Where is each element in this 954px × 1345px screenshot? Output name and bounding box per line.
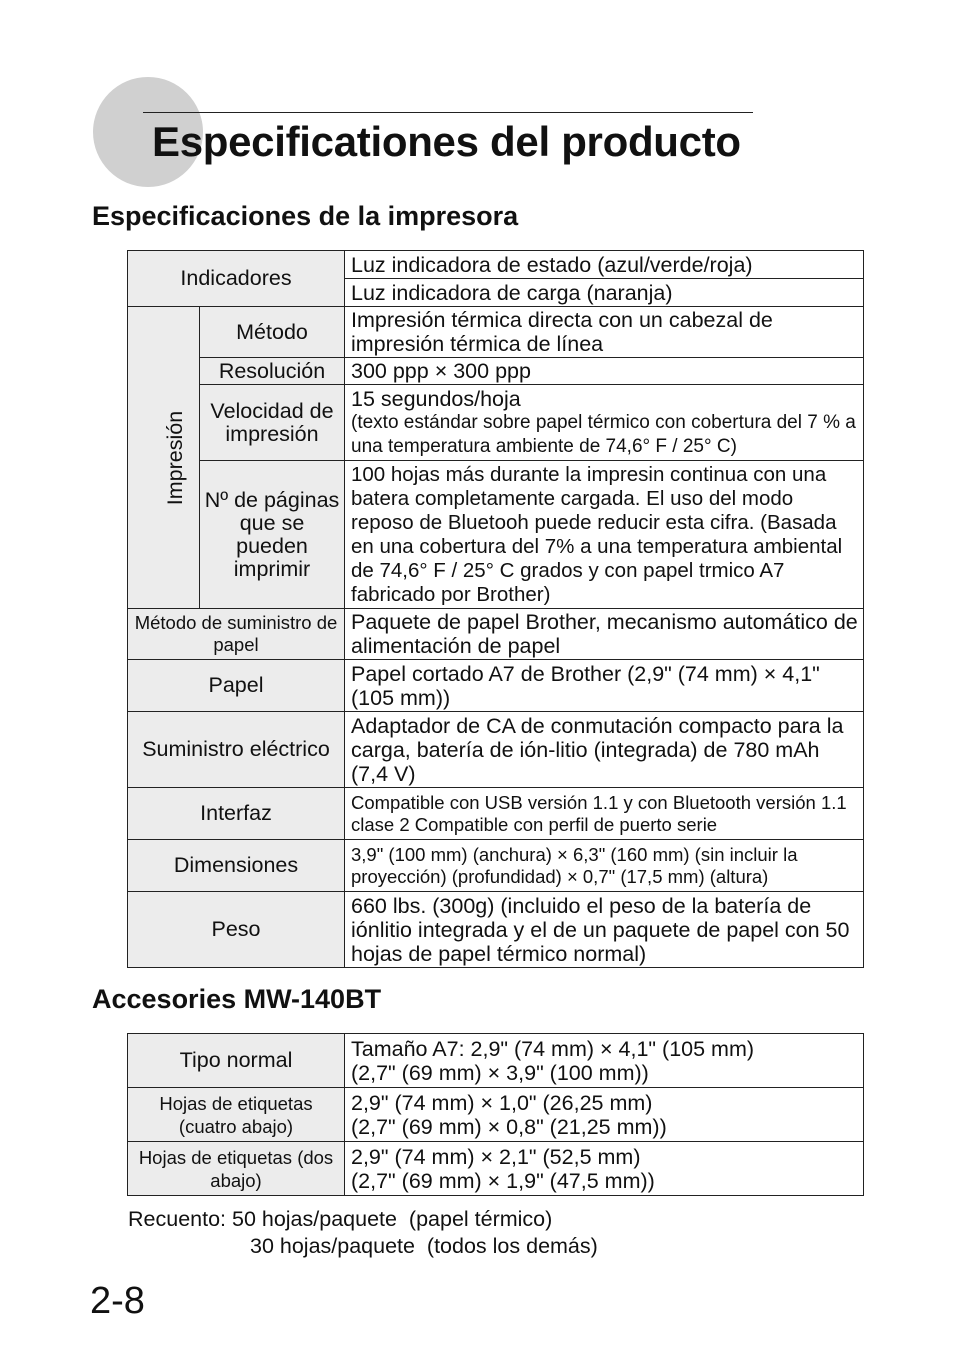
value-suministro-papel: Paquete de papel Brother, mecanismo automático de alimentación de papel bbox=[345, 609, 864, 660]
value-dimensiones: 3,9" (100 mm) (anchura) × 6,3" (160 mm) (sin incluir la proyección) (profundidad) × 0,7" (17,5 mm) (altura) bbox=[345, 840, 864, 892]
value-etiquetas-dos-line1: 2,9" (74 mm) × 2,1" (52,5 mm) bbox=[351, 1144, 641, 1169]
row-label-peso: Peso bbox=[128, 892, 345, 968]
row-label-suministro-electrico: Suministro eléctrico bbox=[128, 712, 345, 788]
value-etiquetas-dos-line2: (2,7" (69 mm) × 1,9" (47,5 mm)) bbox=[351, 1168, 655, 1193]
value-etiquetas-dos bbox=[345, 1142, 864, 1196]
group-label-impresion bbox=[128, 307, 200, 609]
row-label-etiquetas-dos: Hojas de etiquetas (dos abajo) bbox=[128, 1142, 345, 1196]
value-etiquetas-cuatro-line1: 2,9" (74 mm) × 1,0" (26,25 mm) bbox=[351, 1090, 653, 1115]
value-etiquetas-cuatro bbox=[345, 1088, 864, 1142]
row-label-tipo-normal: Tipo normal bbox=[128, 1034, 345, 1088]
value-papel: Papel cortado A7 de Brother (2,9" (74 mm) × 4,1" (105 mm)) bbox=[345, 660, 864, 712]
row-label-dimensiones: Dimensiones bbox=[128, 840, 345, 892]
row-label-indicadores: Indicadores bbox=[128, 251, 345, 307]
value-tipo-normal-line2: (2,7" (69 mm) × 3,9" (100 mm)) bbox=[351, 1060, 649, 1085]
accessories-table bbox=[127, 1033, 864, 1196]
value-interfaz: Compatible con USB versión 1.1 y con Bluetooth versión 1.1 clase 2 Compatible con perfil de puerto serie bbox=[345, 788, 864, 840]
value-velocidad bbox=[345, 385, 864, 461]
value-resolucion: 300 ppp × 300 ppp bbox=[345, 358, 864, 385]
count-note-line2: 30 hojas/paquete (todos los demás) bbox=[250, 1234, 598, 1258]
value-suministro-electrico: Adaptador de CA de conmutación compacto para la carga, batería de ión-litio (integrada) de 780 mAh (7,4 V) bbox=[345, 712, 864, 788]
group-label-impresion-text: Impresión bbox=[163, 410, 188, 505]
value-indicador-estado: Luz indicadora de estado (azul/verde/roja) bbox=[345, 251, 864, 279]
page-number: 2-8 bbox=[90, 1280, 145, 1322]
value-tipo-normal-line1: Tamaño A7: 2,9" (74 mm) × 4,1" (105 mm) bbox=[351, 1036, 755, 1061]
value-indicador-carga: Luz indicadora de carga (naranja) bbox=[345, 279, 864, 307]
printer-spec-table bbox=[127, 250, 864, 968]
row-label-velocidad: Velocidad de impresión bbox=[200, 385, 345, 461]
value-velocidad-note: (texto estándar sobre papel térmico con cobertura del 7 % a una temperatura ambiente de 74,6° F / 25° C) bbox=[351, 411, 856, 457]
value-tipo-normal bbox=[345, 1034, 864, 1088]
value-peso: 660 lbs. (300g) (incluido el peso de la batería de iónlitio integrada y el de un paquete de papel con 50 hojas de papel térmico normal) bbox=[345, 892, 864, 968]
row-label-paginas: Nº de páginas que se pueden imprimir bbox=[200, 461, 345, 609]
row-label-interfaz: Interfaz bbox=[128, 788, 345, 840]
section-heading-printer: Especificaciones de la impresora bbox=[92, 201, 519, 231]
row-label-etiquetas-cuatro: Hojas de etiquetas (cuatro abajo) bbox=[128, 1088, 345, 1142]
value-paginas: 100 hojas más durante la impresin continua con una batera completamente cargada. El uso del modo reposo de Bluetooh puede reducir esta cifra. (Basada en una cobertura del 7% a una temperatura ambiental de 74,6° F / 25° C grados y con papel trmico A7 fabricado por Brother) bbox=[345, 461, 864, 609]
value-etiquetas-cuatro-line2: (2,7" (69 mm) × 0,8" (21,25 mm)) bbox=[351, 1114, 667, 1139]
page-title: Especificationes del producto bbox=[152, 118, 741, 165]
value-metodo: Impresión térmica directa con un cabezal de impresión térmica de línea bbox=[345, 307, 864, 358]
row-label-suministro-papel: Método de suministro de papel bbox=[128, 609, 345, 660]
count-note-line1: Recuento: 50 hojas/paquete (papel térmico) bbox=[128, 1207, 553, 1231]
row-label-papel: Papel bbox=[128, 660, 345, 712]
row-label-metodo: Método bbox=[200, 307, 345, 358]
title-rule bbox=[143, 112, 753, 113]
section-heading-accessories: Accesories MW-140BT bbox=[92, 984, 382, 1014]
value-velocidad-main: 15 segundos/hoja bbox=[351, 386, 521, 411]
row-label-resolucion: Resolución bbox=[200, 358, 345, 385]
